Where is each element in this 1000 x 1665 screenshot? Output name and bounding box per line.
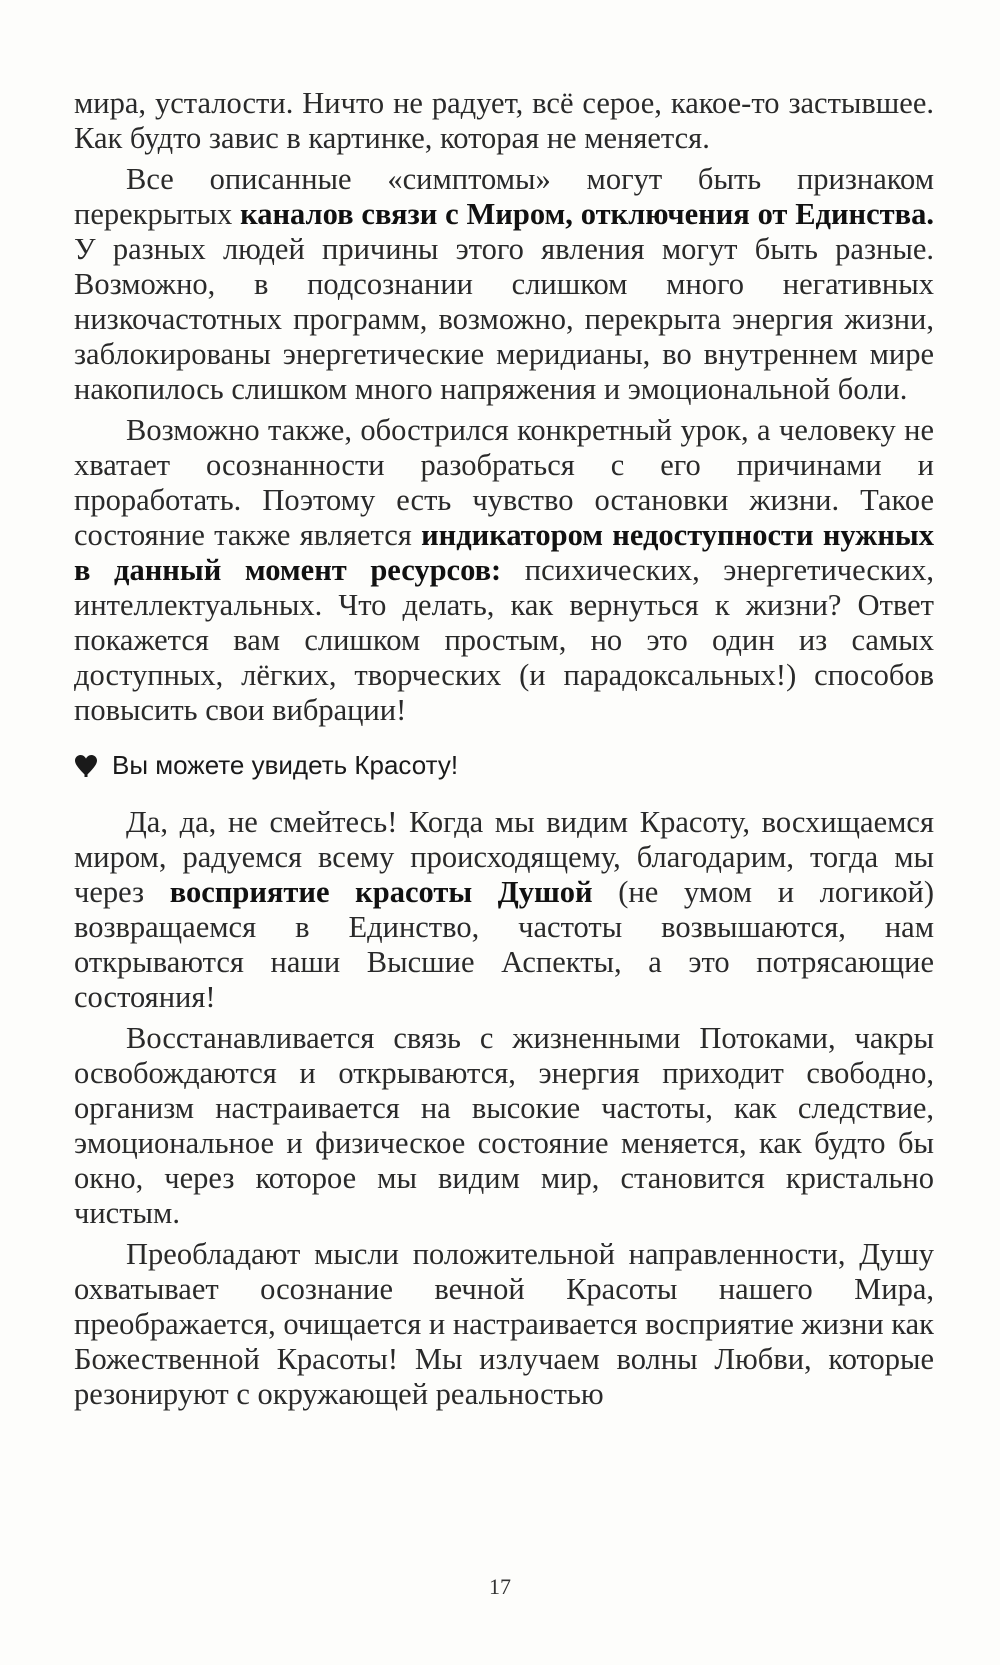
page-number: 17 (489, 1574, 511, 1599)
text-run: Да, да, не смейтесь! Когда мы видим Красоту, восхищаемся миром, радуемся всему происходящему, благодарим, тогда мы через (74, 805, 934, 909)
heart-bullet-icon (74, 754, 98, 778)
text-run: Преобладают мысли положительной направленности, Душу охватывает осознание вечной Красоты нашего Мира, преображается, очищается и настраивается восприятие жизни как Божественной Красоты! Мы излучаем волны Любви, которые резонируют с окружающей реальностью (74, 1237, 934, 1411)
paragraph (74, 1021, 934, 1231)
paragraph (74, 1237, 934, 1412)
section-heading (74, 748, 934, 783)
body-text (74, 86, 934, 1418)
paragraph (74, 413, 934, 728)
paragraph (74, 86, 934, 156)
section-heading-text: Вы можете увидеть Красоту! (112, 750, 459, 780)
paragraph (74, 162, 934, 407)
text-run: У разных людей причины этого явления могут быть разные. Возможно, в подсознании слишком много негативных низкочастотных программ, возможно, перекрыта энергия жизни, заблокированы энергетические меридианы, во внутреннем мире накопилось слишком много напряжения и эмоциональной боли. (74, 232, 934, 406)
paragraph (74, 805, 934, 1015)
bold-text-run: каналов связи с Миром, отключения от Единства. (240, 197, 934, 231)
bold-text-run: восприятие красоты Душой (169, 875, 593, 909)
text-run: Возможно также, обострился конкретный урок, а человеку не хватает осознанности разобраться с его причинами и проработать. Поэтому есть чувство остановки жизни. Такое состояние также является (74, 413, 934, 552)
bold-text-run: индикатором недоступности нужных в данный момент ресурсов: (74, 518, 934, 587)
text-run: Все описанные «симптомы» могут быть признаком перекрытых (74, 162, 934, 231)
text-run: (не умом и логикой) возвращаемся в Единство, частоты возвышаются, нам открываются наши Высшие Аспекты, а это потрясающие состояния! (74, 875, 934, 1014)
text-run: психических, энергетических, интеллектуальных. Что делать, как вернуться к жизни? Ответ покажется вам слишком простым, но это один из самых доступных, лёгких, творческих (и парадоксальных!) способов повысить свои вибрации! (74, 553, 934, 727)
text-run: мира, усталости. Ничто не радует, всё серое, какое-то застывшее. Как будто завис в картинке, которая не меняется. (74, 86, 934, 155)
text-run: Восстанавливается связь с жизненными Потоками, чакры освобождаются и открываются, энергия приходит свободно, организм настраивается на высокие частоты, как следствие, эмоциональное и физическое состояние меняется, как будто бы окно, через которое мы видим мир, становится кристально чистым. (74, 1021, 934, 1230)
